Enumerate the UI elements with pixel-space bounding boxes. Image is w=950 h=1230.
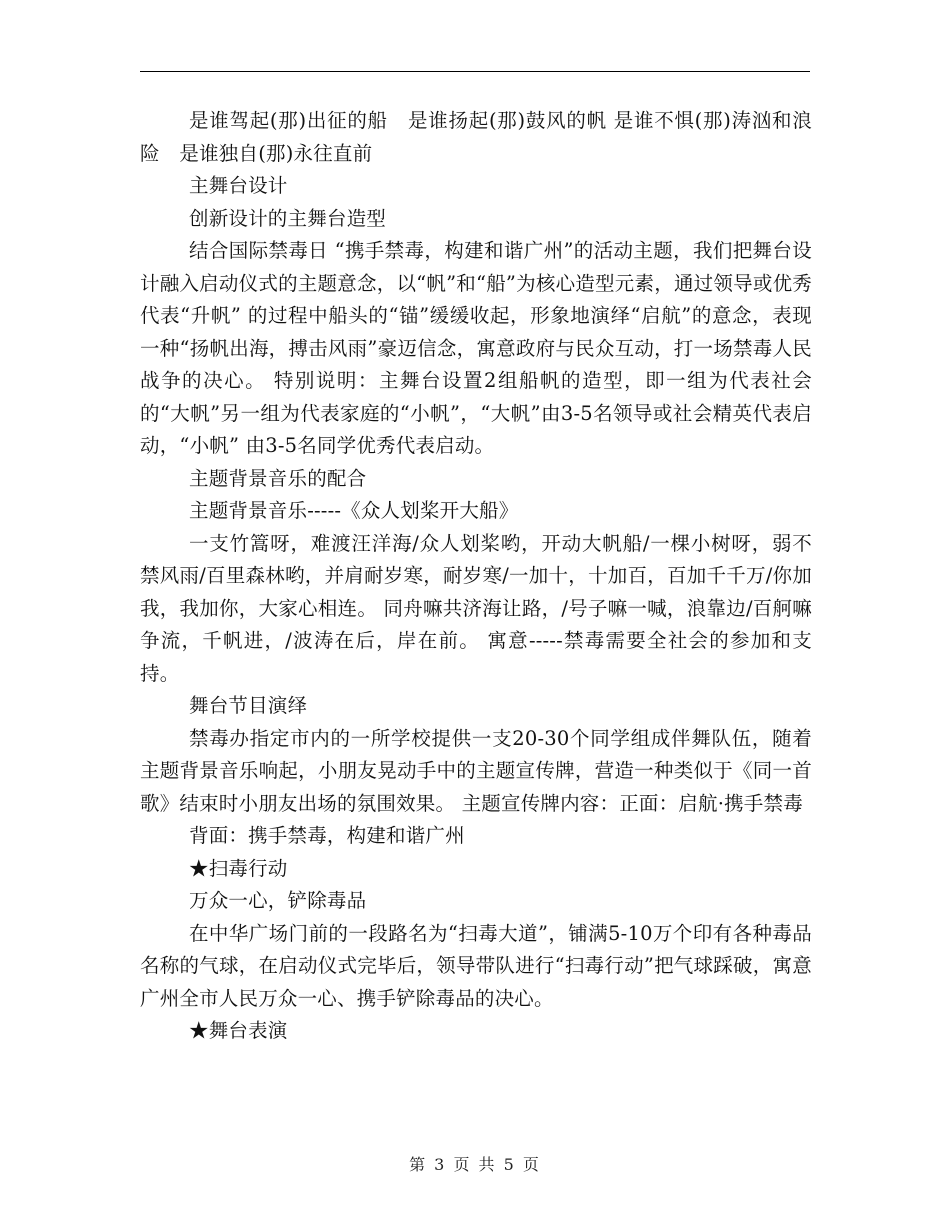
paragraph: 是谁驾起(那)出征的船 是谁扬起(那)鼓风的帆 是谁不惧(那)涛汹和浪险 是谁独自(那)永往直前 — [140, 109, 812, 165]
paragraph: 结合国际禁毒日 “携手禁毒，构建和谐广州”的活动主题，我们把舞台设计融入启动仪式的主题意念，以“帆”和“船”为核心造型元素，通过领导或优秀代表“升帆” 的过程中船头的“锚”缓缓收起，形象地演绎“启航”的意念，表现一种“扬帆出海，搏击风雨”豪迈信念，寓意政府与民众互动，打一场禁毒人民战争的决心。 特别说明：主舞台设置2组船帆的造型，即一组为代表社会的“大帆”另一组为代表家庭的“小帆”，“大帆”由3-5名领导或社会精英代表启动，“小帆” 由3-5名同学优秀代表启动。 — [140, 239, 812, 457]
subsection-heading: 万众一心，铲除毒品 — [189, 889, 367, 912]
subsection-heading: 主题背景音乐-----《众人划桨开大船》 — [189, 499, 519, 522]
paragraph: 在中华广场门前的一段路名为“扫毒大道”，铺满5-10万个印有各种毒品名称的气球，在启动仪式完毕后，领导带队进行“扫毒行动”把气球踩破，寓意广州全市人民万众一心、携手铲除毒品的决心。 — [140, 921, 812, 1010]
section-heading: 主题背景音乐的配合 — [189, 466, 367, 490]
section-heading: 舞台节目演绎 — [189, 694, 308, 717]
document-body — [140, 105, 812, 1048]
page-number-footer: 第 3 页 共 5 页 — [409, 1155, 541, 1174]
paragraph: 一支竹篙呀，难渡汪洋海/众人划桨哟，开动大帆船/一棵小树呀，弱不禁风雨/百里森林哟，并肩耐岁寒，耐岁寒/一加十，十加百，百加千千万/你加我，我加你，大家心相连。 同舟嘛共济海让路，/号子嘛一喊，浪靠边/百舸嘛争流，千帆进，/波涛在后，岸在前。 寓意-----禁毒需要全社会的参加和支持。 — [140, 531, 812, 685]
header-rule — [140, 71, 810, 72]
paragraph: 背面：携手禁毒，构建和谐广州 — [189, 824, 465, 847]
section-heading: ★舞台表演 — [189, 1019, 288, 1042]
subsection-heading: 创新设计的主舞台造型 — [189, 206, 387, 230]
paragraph: 禁毒办指定市内的一所学校提供一支20-30个同学组成伴舞队伍，随着主题背景音乐响起，小朋友晃动手中的主题宣传牌，营造一种类似于《同一首歌》结束时小朋友出场的氛围效果。 主题宣传牌内容：正面：启航·携手禁毒 — [140, 726, 812, 815]
section-heading: ★扫毒行动 — [189, 856, 288, 880]
section-heading: 主舞台设计 — [189, 174, 288, 197]
